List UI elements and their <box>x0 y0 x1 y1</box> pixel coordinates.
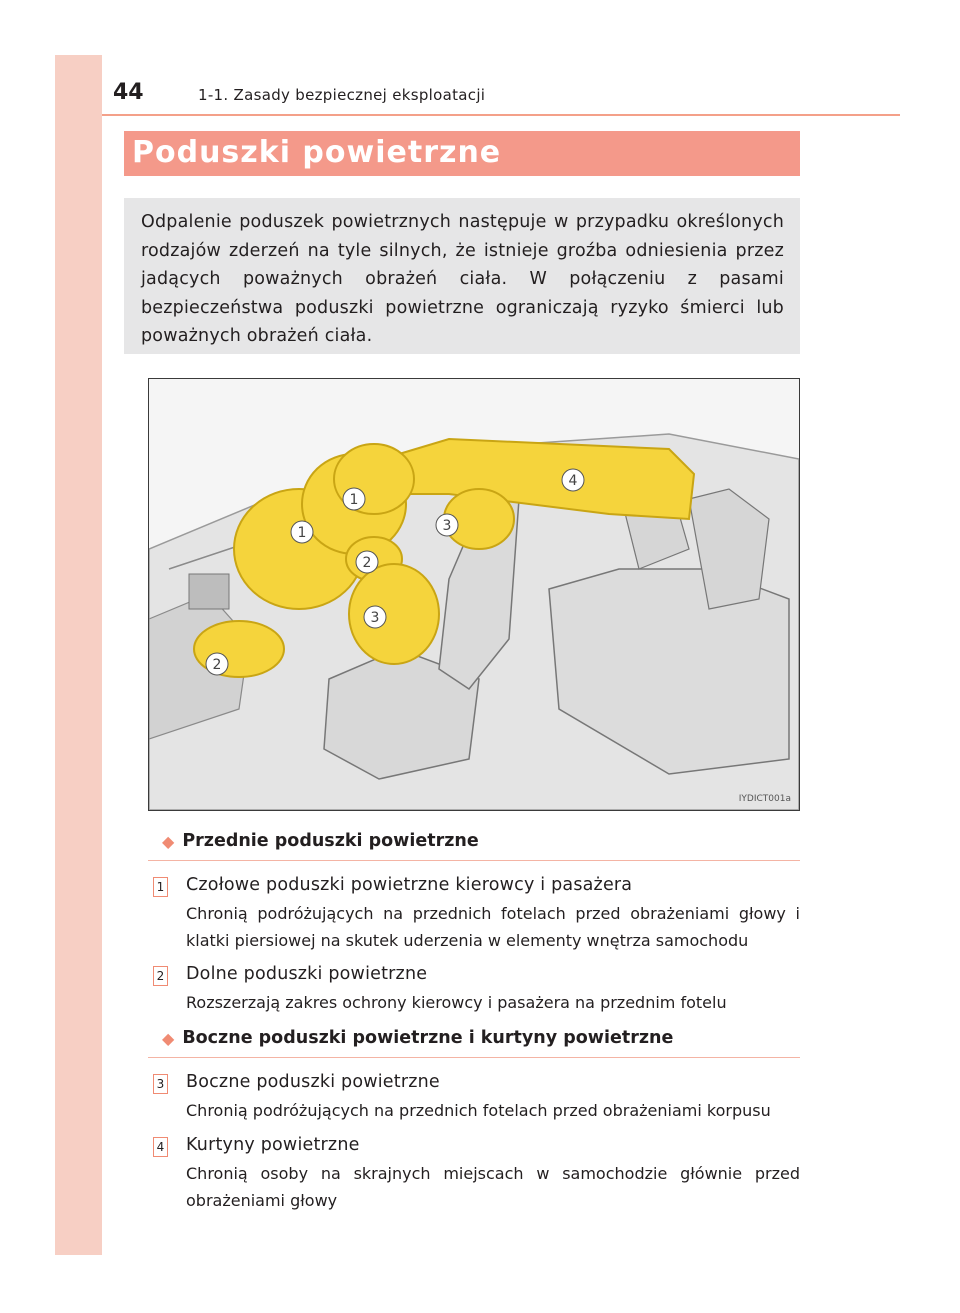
item-description: Chronią osoby na skrajnych miejscach w samochodzie głównie przed obrażeniami głowy <box>186 1164 800 1210</box>
callout-label: 3 <box>442 518 452 534</box>
callout-label: 2 <box>362 555 372 571</box>
item-title: Dolne poduszki powietrzne <box>186 964 428 984</box>
callout-label: 3 <box>370 610 380 626</box>
title-bar <box>124 131 800 176</box>
item-number-1: 1 <box>153 877 168 897</box>
section-divider <box>148 1057 800 1058</box>
section-heading-text: Boczne poduszki powietrzne i kurtyny powietrzne <box>182 1028 674 1048</box>
item-title: Kurtyny powietrzne <box>186 1135 360 1155</box>
header-divider <box>102 114 900 116</box>
section-heading-front <box>162 831 479 851</box>
section-heading-side <box>162 1028 673 1048</box>
section-reference: 1-1. Zasady bezpiecznej eksploatacji <box>198 86 486 104</box>
car-interior-drawing <box>149 379 799 810</box>
item-number-4: 4 <box>153 1137 168 1157</box>
diamond-icon: ◆ <box>162 831 175 851</box>
callout-label: 4 <box>568 473 578 489</box>
section-divider <box>148 860 800 861</box>
callout-label: 2 <box>212 657 222 673</box>
item-description: Chronią podróżujących na przednich fotelach przed obrażeniami głowy i klatki piersiowej na skutek uderzenia w elementy wnętrza samochodu <box>186 904 800 950</box>
image-code: IYDICT001a <box>738 794 791 804</box>
item-description: Rozszerzają zakres ochrony kierowcy i pasażera na przednim fotelu <box>186 993 727 1012</box>
intro-text: Odpalenie poduszek powietrznych następuje w przypadku określonych rodzajów zderzeń na tyle silnych, że istnieje groźba odniesienia przez jadących poważnych obrażeń ciała. W połączeniu z pasami bezpieczeństwa poduszki powietrzne ograniczają ryzyko śmierci lub poważnych obrażeń ciała. <box>141 212 784 346</box>
section-heading-text: Przednie poduszki powietrzne <box>182 831 479 851</box>
side-color-band <box>55 55 102 1255</box>
callout-label: 1 <box>349 492 359 508</box>
item-title: Czołowe poduszki powietrzne kierowcy i pasażera <box>186 875 633 895</box>
diamond-icon: ◆ <box>162 1028 175 1048</box>
airbag-illustration <box>148 378 800 811</box>
item-number-3: 3 <box>153 1074 168 1094</box>
item-description: Chronią podróżujących na przednich fotelach przed obrażeniami korpusu <box>186 1101 771 1120</box>
page-number: 44 <box>113 80 144 105</box>
callout-label: 1 <box>297 525 307 541</box>
item-number-2: 2 <box>153 966 168 986</box>
item-title: Boczne poduszki powietrzne <box>186 1072 440 1092</box>
page-title: Poduszki powietrzne <box>132 135 502 170</box>
intro-box <box>124 198 800 354</box>
